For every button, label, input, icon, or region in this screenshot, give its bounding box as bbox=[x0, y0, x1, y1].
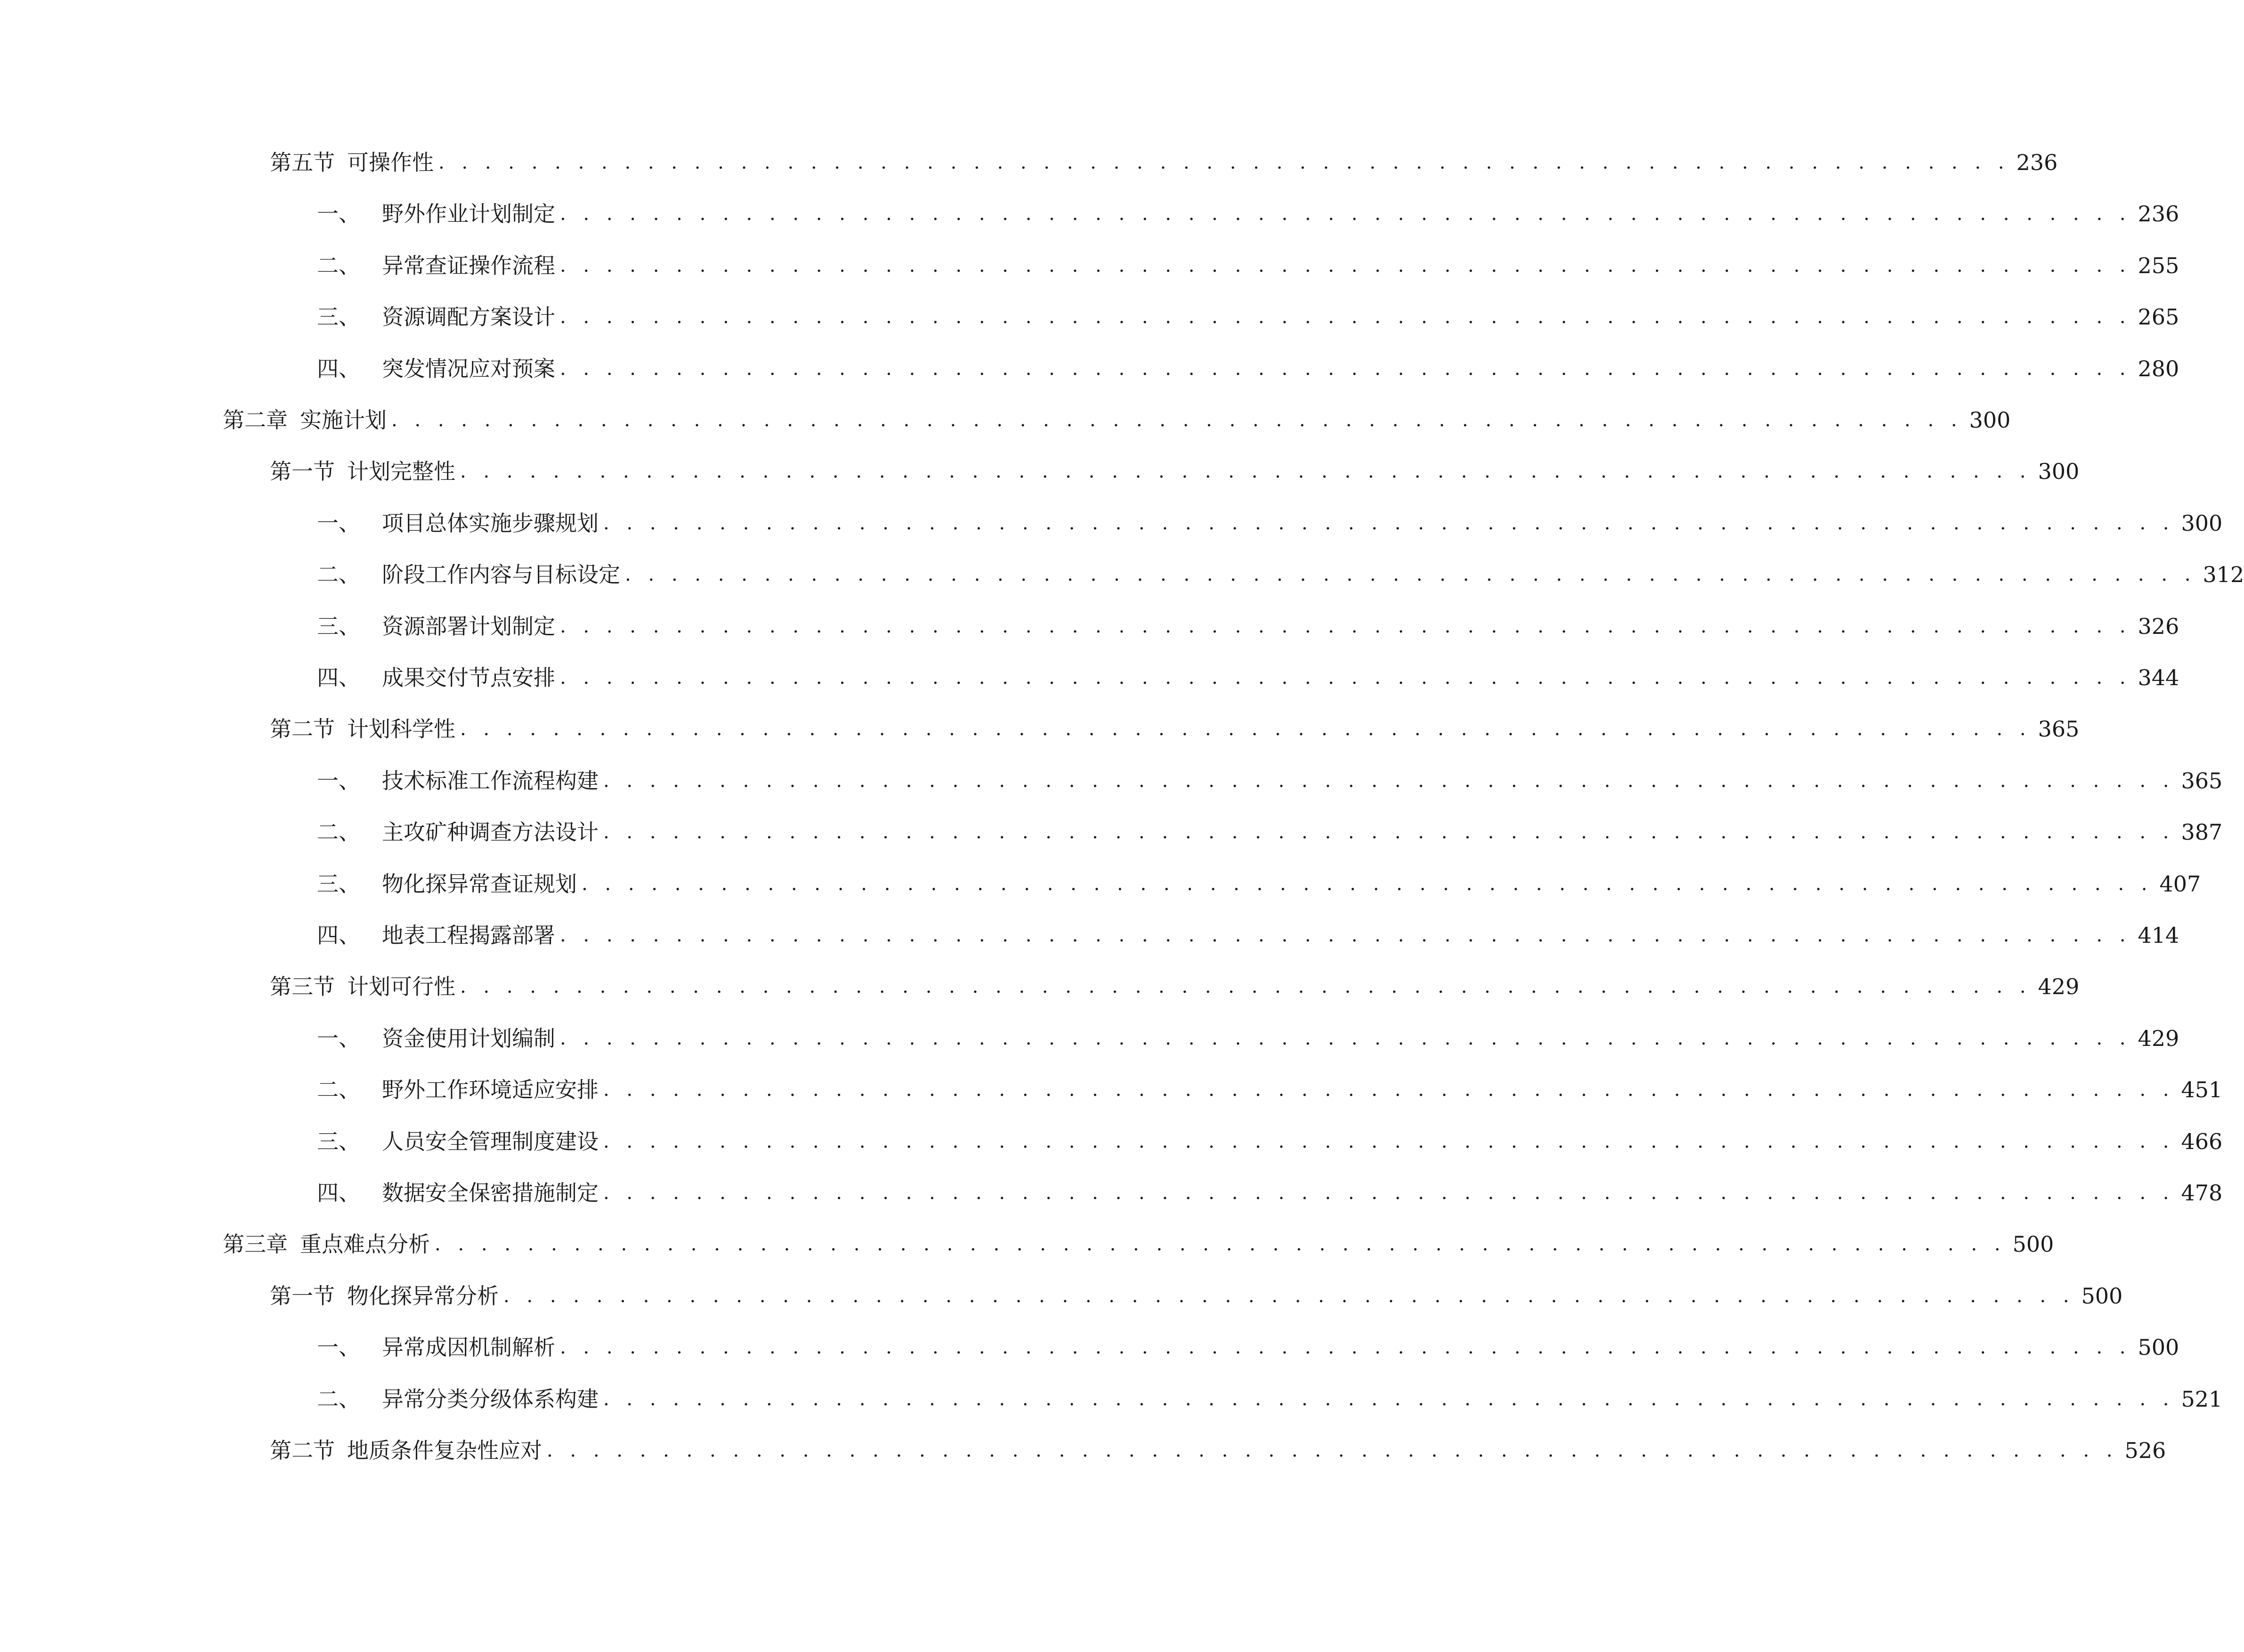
toc-entry-number: 一、 bbox=[317, 510, 360, 536]
toc-dot-leader: . . . . . . . . . . . . . . . . . . . . . . . . . . . . . . . . . . . . . . . . . . . . . . . . . . . . . . . . . . . . . . . . . . . . bbox=[560, 1027, 2131, 1049]
toc-entry-label bbox=[317, 1024, 555, 1053]
toc-dot-leader: . . . . . . . . . . . . . . . . . . . . . . . . . . . . . . . . . . . . . . . . . . . . . . . . . . . . . . . . . . . . . . . . . . . . bbox=[560, 615, 2131, 637]
toc-entry-page-number: 344 bbox=[2138, 665, 2179, 690]
toc-entry-title: 异常分类分级体系构建 bbox=[382, 1386, 599, 1412]
toc-entry[interactable] bbox=[270, 448, 2080, 486]
toc-dot-leader: . . . . . . . . . . . . . . . . . . . . . . . . . . . . . . . . . . . . . . . . . . . . . . . . . . . . . . . . . . . . . . . . . . . . bbox=[582, 873, 2153, 895]
toc-entry-page-number: 300 bbox=[1969, 407, 2011, 433]
toc-entry-page-number: 387 bbox=[2181, 819, 2223, 845]
toc-dot-leader: . . . . . . . . . . . . . . . . . . . . . . . . . . . . . . . . . . . . . . . . . . . . . . . . . . . . . . . . . . . . . . . . . . . . bbox=[560, 357, 2131, 380]
toc-entry-number: 第二节 bbox=[270, 1438, 335, 1463]
toc-entry-number: 二、 bbox=[317, 1077, 360, 1103]
toc-entry[interactable] bbox=[317, 1118, 2223, 1156]
toc-entry-number: 四、 bbox=[317, 356, 360, 381]
toc-entry-page-number: 466 bbox=[2181, 1128, 2223, 1154]
toc-entry[interactable] bbox=[317, 860, 2201, 898]
toc-entry[interactable] bbox=[317, 345, 2179, 383]
toc-entry-label bbox=[317, 560, 620, 589]
toc-dot-leader: . . . . . . . . . . . . . . . . . . . . . . . . . . . . . . . . . . . . . . . . . . . . . . . . . . . . . . . . . . . . . . . . . . . . bbox=[438, 152, 2010, 173]
toc-entry-page-number: 255 bbox=[2138, 252, 2179, 278]
toc-entry-number: 第一节 bbox=[270, 1283, 335, 1309]
toc-entry-page-number: 236 bbox=[2016, 150, 2058, 175]
toc-entry-number: 二、 bbox=[317, 252, 360, 278]
toc-entry-label bbox=[270, 1436, 542, 1465]
toc-entry-label bbox=[223, 406, 387, 434]
toc-entry-label bbox=[317, 509, 599, 537]
toc-entry-title: 计划完整性 bbox=[347, 459, 455, 485]
toc-dot-leader: . . . . . . . . . . . . . . . . . . . . . . . . . . . . . . . . . . . . . . . . . . . . . . . . . . . . . . . . . . . . . . . . . . . . bbox=[460, 461, 2032, 483]
toc-entry-page-number: 300 bbox=[2038, 459, 2080, 485]
toc-entry-page-number: 365 bbox=[2038, 716, 2080, 742]
toc-entry-label bbox=[270, 1282, 499, 1310]
toc-entry-label bbox=[270, 972, 455, 1001]
toc-entry[interactable] bbox=[270, 963, 2080, 1001]
toc-entry-label bbox=[270, 148, 434, 177]
toc-entry-page-number: 500 bbox=[2012, 1231, 2054, 1257]
toc-entry[interactable] bbox=[270, 139, 2058, 177]
toc-entry-title: 技术标准工作流程构建 bbox=[382, 768, 599, 794]
toc-dot-leader: . . . . . . . . . . . . . . . . . . . . . . . . . . . . . . . . . . . . . . . . . . . . . . . . . . . . . . . . . . . . . . . . . . . . bbox=[460, 976, 2032, 998]
toc-entry-page-number: 265 bbox=[2138, 304, 2179, 330]
toc-entry-number: 第二节 bbox=[270, 716, 335, 742]
toc-entry-number: 四、 bbox=[317, 665, 360, 690]
toc-entry-title: 重点难点分析 bbox=[300, 1231, 430, 1257]
toc-dot-leader: . . . . . . . . . . . . . . . . . . . . . . . . . . . . . . . . . . . . . . . . . . . . . . . . . . . . . . . . . . . . . . . . . . . . bbox=[560, 254, 2131, 276]
toc-entry[interactable] bbox=[317, 551, 2244, 589]
toc-entry[interactable] bbox=[223, 397, 2011, 434]
toc-entry-page-number: 526 bbox=[2124, 1438, 2166, 1463]
toc-entry-number: 三、 bbox=[317, 1128, 360, 1154]
toc-entry[interactable] bbox=[317, 809, 2223, 846]
toc-entry[interactable] bbox=[270, 705, 2080, 743]
toc-entry-title: 异常查证操作流程 bbox=[382, 252, 555, 278]
toc-entry-title: 实施计划 bbox=[300, 407, 387, 433]
toc-entry-title: 成果交付节点安排 bbox=[382, 665, 555, 690]
toc-entry-page-number: 280 bbox=[2138, 356, 2179, 381]
toc-entry-label bbox=[317, 818, 599, 846]
toc-entry-title: 资源调配方案设计 bbox=[382, 304, 555, 330]
toc-entry-page-number: 500 bbox=[2138, 1335, 2179, 1360]
toc-entry-number: 第二章 bbox=[223, 407, 288, 433]
toc-entry-label bbox=[317, 1385, 599, 1413]
toc-entry-number: 三、 bbox=[317, 304, 360, 330]
toc-entry-number: 一、 bbox=[317, 1025, 360, 1051]
toc-entry[interactable] bbox=[270, 1427, 2166, 1465]
toc-dot-leader: . . . . . . . . . . . . . . . . . . . . . . . . . . . . . . . . . . . . . . . . . . . . . . . . . . . . . . . . . . . . . . . . . . . . bbox=[503, 1285, 2075, 1307]
toc-entry-label bbox=[317, 870, 577, 898]
toc-entry[interactable] bbox=[317, 654, 2179, 692]
toc-entry-number: 三、 bbox=[317, 613, 360, 639]
toc-entry-number: 四、 bbox=[317, 1180, 360, 1206]
toc-entry-number: 一、 bbox=[317, 768, 360, 794]
toc-entry-label bbox=[317, 921, 555, 949]
toc-entry-number: 第五节 bbox=[270, 150, 335, 175]
toc-dot-leader: . . . . . . . . . . . . . . . . . . . . . . . . . . . . . . . . . . . . . . . . . . . . . . . . . . . . . . . . . . . . . . . . . . . . bbox=[547, 1440, 2118, 1461]
toc-entry-page-number: 312 bbox=[2203, 562, 2244, 588]
toc-entry[interactable] bbox=[317, 912, 2179, 949]
toc-dot-leader: . . . . . . . . . . . . . . . . . . . . . . . . . . . . . . . . . . . . . . . . . . . . . . . . . . . . . . . . . . . . . . . . . . . . bbox=[560, 667, 2131, 688]
toc-dot-leader: . . . . . . . . . . . . . . . . . . . . . . . . . . . . . . . . . . . . . . . . . . . . . . . . . . . . . . . . . . . . . . . . . . . . bbox=[560, 306, 2131, 328]
toc-entry[interactable] bbox=[223, 1221, 2054, 1258]
toc-entry[interactable] bbox=[317, 603, 2179, 640]
toc-entry[interactable] bbox=[317, 757, 2223, 795]
toc-dot-leader: . . . . . . . . . . . . . . . . . . . . . . . . . . . . . . . . . . . . . . . . . . . . . . . . . . . . . . . . . . . . . . . . . . . . bbox=[603, 512, 2175, 534]
toc-entry-page-number: 365 bbox=[2181, 768, 2223, 794]
toc-entry-label bbox=[317, 1333, 555, 1361]
toc-entry-title: 人员安全管理制度建设 bbox=[382, 1128, 599, 1154]
toc-dot-leader: . . . . . . . . . . . . . . . . . . . . . . . . . . . . . . . . . . . . . . . . . . . . . . . . . . . . . . . . . . . . . . . . . . . . bbox=[560, 203, 2131, 225]
toc-entry-number: 二、 bbox=[317, 819, 360, 845]
toc-entry-title: 地表工程揭露部署 bbox=[382, 923, 555, 948]
toc-entry-title: 野外作业计划制定 bbox=[382, 201, 555, 227]
toc-entry-page-number: 414 bbox=[2138, 923, 2179, 948]
toc-entry[interactable] bbox=[317, 1324, 2179, 1361]
toc-entry-label bbox=[223, 1230, 430, 1258]
toc-entry-page-number: 326 bbox=[2138, 613, 2179, 639]
toc-entry-title: 可操作性 bbox=[347, 150, 434, 175]
toc-entry[interactable] bbox=[317, 242, 2179, 280]
toc-entry[interactable] bbox=[317, 1015, 2179, 1053]
toc-entry-number: 第三节 bbox=[270, 974, 335, 1000]
toc-entry-page-number: 521 bbox=[2181, 1386, 2223, 1412]
toc-entry-label bbox=[317, 303, 555, 331]
toc-entry-page-number: 300 bbox=[2181, 510, 2223, 536]
toc-entry-title: 计划科学性 bbox=[347, 716, 455, 742]
toc-entry-page-number: 451 bbox=[2181, 1077, 2223, 1103]
toc-dot-leader: . . . . . . . . . . . . . . . . . . . . . . . . . . . . . . . . . . . . . . . . . . . . . . . . . . . . . . . . . . . . . . . . . . . . bbox=[603, 1079, 2175, 1101]
toc-dot-leader: . . . . . . . . . . . . . . . . . . . . . . . . . . . . . . . . . . . . . . . . . . . . . . . . . . . . . . . . . . . . . . . . . . . . bbox=[560, 1336, 2131, 1359]
toc-entry[interactable] bbox=[317, 1066, 2223, 1104]
toc-dot-leader: . . . . . . . . . . . . . . . . . . . . . . . . . . . . . . . . . . . . . . . . . . . . . . . . . . . . . . . . . . . . . . . . . . . . bbox=[603, 1182, 2175, 1204]
toc-entry-page-number: 500 bbox=[2081, 1283, 2123, 1309]
toc-entry-label bbox=[317, 200, 555, 228]
toc-entry-number: 二、 bbox=[317, 1386, 360, 1412]
toc-entry[interactable] bbox=[317, 1169, 2223, 1207]
toc-entry-page-number: 236 bbox=[2138, 201, 2179, 227]
toc-entry-label bbox=[317, 355, 555, 383]
toc-entry-title: 数据安全保密措施制定 bbox=[382, 1180, 599, 1206]
toc-entry-number: 第一节 bbox=[270, 459, 335, 485]
toc-entry-title: 阶段工作内容与目标设定 bbox=[382, 562, 620, 588]
toc-entry-title: 物化探异常分析 bbox=[347, 1283, 499, 1309]
toc-entry-title: 野外工作环境适应安排 bbox=[382, 1077, 599, 1103]
toc-entry-number: 一、 bbox=[317, 201, 360, 227]
toc-entry[interactable] bbox=[317, 190, 2179, 228]
toc-entry-number: 三、 bbox=[317, 871, 360, 897]
toc-entry-title: 地质条件复杂性应对 bbox=[347, 1438, 542, 1463]
toc-dot-leader: . . . . . . . . . . . . . . . . . . . . . . . . . . . . . . . . . . . . . . . . . . . . . . . . . . . . . . . . . . . . . . . . . . . . bbox=[603, 1388, 2175, 1410]
toc-dot-leader: . . . . . . . . . . . . . . . . . . . . . . . . . . . . . . . . . . . . . . . . . . . . . . . . . . . . . . . . . . . . . . . . . . . . bbox=[560, 924, 2131, 946]
toc-entry[interactable] bbox=[270, 1272, 2123, 1310]
toc-entry-label bbox=[317, 1179, 599, 1207]
toc-entry-number: 二、 bbox=[317, 562, 360, 588]
toc-entry-title: 资源部署计划制定 bbox=[382, 613, 555, 639]
toc-entry-number: 第三章 bbox=[223, 1231, 288, 1257]
toc-entry-number: 一、 bbox=[317, 1335, 360, 1360]
toc-dot-leader: . . . . . . . . . . . . . . . . . . . . . . . . . . . . . . . . . . . . . . . . . . . . . . . . . . . . . . . . . . . . . . . . . . . . bbox=[603, 769, 2175, 792]
toc-entry-page-number: 429 bbox=[2038, 974, 2080, 1000]
toc-entry-page-number: 407 bbox=[2159, 871, 2201, 897]
toc-entry[interactable] bbox=[317, 500, 2223, 537]
toc-entry-label bbox=[317, 251, 555, 280]
toc-entry-label bbox=[270, 715, 455, 743]
toc-entry[interactable] bbox=[317, 293, 2179, 331]
toc-entry-label bbox=[317, 612, 555, 640]
toc-entry-title: 主攻矿种调查方法设计 bbox=[382, 819, 599, 845]
toc-dot-leader: . . . . . . . . . . . . . . . . . . . . . . . . . . . . . . . . . . . . . . . . . . . . . . . . . . . . . . . . . . . . . . . . . . . . bbox=[625, 564, 2196, 586]
toc-dot-leader: . . . . . . . . . . . . . . . . . . . . . . . . . . . . . . . . . . . . . . . . . . . . . . . . . . . . . . . . . . . . . . . . . . . . bbox=[460, 718, 2032, 740]
toc-entry-title: 资金使用计划编制 bbox=[382, 1025, 555, 1051]
toc-entry-number: 四、 bbox=[317, 923, 360, 948]
toc-entry-page-number: 478 bbox=[2181, 1180, 2223, 1206]
toc-entry-label bbox=[317, 1076, 599, 1104]
toc-entry[interactable] bbox=[317, 1376, 2223, 1413]
toc-dot-leader: . . . . . . . . . . . . . . . . . . . . . . . . . . . . . . . . . . . . . . . . . . . . . . . . . . . . . . . . . . . . . . . . . . . . bbox=[435, 1233, 2006, 1255]
toc-entry-title: 异常成因机制解析 bbox=[382, 1335, 555, 1360]
toc-entry-label bbox=[317, 1127, 599, 1156]
toc-dot-leader: . . . . . . . . . . . . . . . . . . . . . . . . . . . . . . . . . . . . . . . . . . . . . . . . . . . . . . . . . . . . . . . . . . . . bbox=[391, 409, 1963, 431]
toc-dot-leader: . . . . . . . . . . . . . . . . . . . . . . . . . . . . . . . . . . . . . . . . . . . . . . . . . . . . . . . . . . . . . . . . . . . . bbox=[603, 1130, 2175, 1152]
toc-entry-label bbox=[270, 457, 455, 486]
toc-entry-title: 物化探异常查证规划 bbox=[382, 871, 577, 897]
toc-entry-title: 项目总体实施步骤规划 bbox=[382, 510, 599, 536]
toc-entry-title: 突发情况应对预案 bbox=[382, 356, 555, 381]
toc-dot-leader: . . . . . . . . . . . . . . . . . . . . . . . . . . . . . . . . . . . . . . . . . . . . . . . . . . . . . . . . . . . . . . . . . . . . bbox=[603, 821, 2175, 843]
toc-entry-label bbox=[317, 767, 599, 795]
toc-entry-label bbox=[317, 664, 555, 692]
toc-entry-page-number: 429 bbox=[2138, 1025, 2179, 1051]
toc-entry-title: 计划可行性 bbox=[347, 974, 455, 1000]
